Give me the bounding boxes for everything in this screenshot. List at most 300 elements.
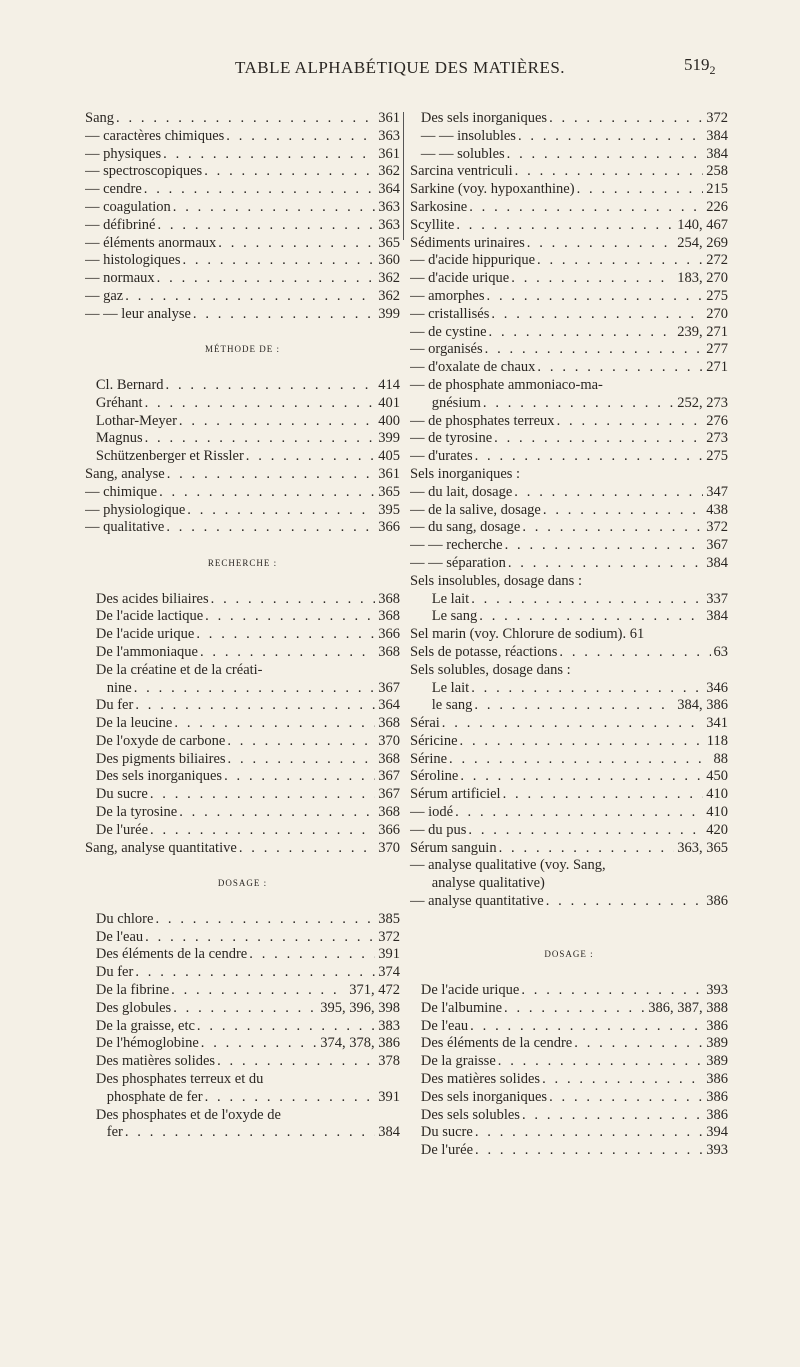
dot-leader [453,804,703,822]
entry-page-ref: 272 [706,252,728,269]
entry-page-ref: 366 [378,519,400,536]
entry-term: — de la salive, dosage [410,501,541,518]
dot-leader [247,946,375,964]
dot-leader [454,217,674,235]
dot-leader [541,502,703,520]
entry-term: Lothar-Meyer [85,412,177,429]
entry-term: Sels de potasse, réactions [410,643,558,660]
dot-leader [458,768,703,786]
index-entry [410,591,728,609]
entry-page-ref: 368 [378,750,400,767]
dot-leader [557,644,710,662]
dot-leader [516,128,703,146]
entry-term: — d'acide urique [410,270,510,287]
dot-leader [224,128,375,146]
entry-term: Sang [85,110,114,126]
entry-page-ref: 372 [706,110,728,126]
dot-leader [447,751,710,769]
entry-page-ref: 88 [713,750,728,767]
entry-page-ref: 393 [706,982,728,999]
section-heading: MÉTHODE DE : [205,344,280,355]
entry-page-ref: 275 [706,287,728,304]
entry-page-ref: 386 [706,1106,728,1123]
dot-leader [164,377,376,395]
entry-page-ref: 364 [378,697,400,714]
entry-term: De l'urée [85,821,148,838]
entry-term: Des acides biliaires [85,590,209,607]
entry-term: — gaz [85,287,124,304]
index-entry [410,128,728,146]
entry-term: Des éléments de la cendre [410,1035,573,1052]
entry-term: — d'acide hippurique [410,252,536,269]
entry-term: De la leucine [85,715,173,732]
entry-term: Sarkine (voy. hypoxanthine) [410,181,575,198]
entry-page-ref: 273 [706,430,728,447]
index-entry [85,946,400,964]
dot-leader [512,484,703,502]
entry-term: — cristallisés [410,305,490,322]
entry-term: Sédiments urinaires [410,234,525,251]
entry-term: De l'acide urique [85,626,195,643]
dot-leader [155,217,375,235]
entry-term: — d'oxalate de chaux [410,359,536,376]
entry-term: — analyse quantitative [410,893,544,910]
index-entry [85,181,400,199]
index-entry [85,235,400,253]
index-entry [410,413,728,431]
dot-leader [143,430,376,448]
entry-page-ref: 372 [706,519,728,536]
dot-leader [114,110,375,128]
entry-page-ref: 384 [378,1124,400,1141]
entry-page-ref: 384 [706,145,728,162]
entry-term: — de cystine [410,323,487,340]
entry-page-ref: 254, 269 [677,234,728,251]
dot-leader [153,911,375,929]
dot-leader [440,715,703,733]
entry-page-ref: 410 [706,786,728,803]
dot-leader [487,324,675,342]
entry-term: Des sels inorganiques [85,768,223,785]
entry-page-ref: 450 [706,768,728,785]
entry-page-ref: 368 [378,643,400,660]
index-entry [85,822,400,840]
entry-term: De la graisse, etc [85,1017,195,1034]
index-entry [85,199,400,217]
index-entry [410,1124,728,1142]
page-number-value: 519 [684,55,710,74]
index-entry [410,448,728,466]
dot-leader [143,395,376,413]
entry-term: — caractères chimiques [85,127,225,144]
entry-term: — coagulation [85,198,171,215]
dot-leader [544,893,704,911]
index-entry [85,306,400,324]
dot-leader [132,680,376,698]
index-entry [85,1035,400,1053]
entry-term: phosphate de fer [85,1088,203,1105]
index-line: Sel marin (voy. Chlorure de sodium). 61 [410,626,645,643]
index-entry [85,128,400,146]
spacer [410,964,728,982]
index-entry [85,217,400,235]
dot-leader [164,519,375,537]
entry-term: — — solubles [410,145,505,162]
index-entry [85,733,400,751]
dot-leader [520,1107,703,1125]
entry-term: De l'eau [85,928,144,945]
entry-term: — histologiques [85,252,181,269]
index-entry [85,110,400,128]
index-entry [410,537,728,555]
dot-leader [222,768,375,786]
entry-term: De l'albumine [410,999,503,1016]
index-entry [410,288,728,306]
dot-leader [497,840,675,858]
page-header [0,55,800,88]
dot-leader [509,270,674,288]
index-entry [85,146,400,164]
index-entry [410,804,728,822]
entry-page-ref: 183, 270 [677,270,728,287]
index-entry [410,199,728,217]
entry-page-ref: 383 [378,1017,400,1034]
entry-page-ref: 399 [378,305,400,322]
index-entry [410,306,728,324]
entry-page-ref: 389 [706,1053,728,1070]
entry-term: — défibriné [85,216,156,233]
entry-term: — du sang, dosage [410,519,521,536]
entry-term: — qualitative [85,519,165,536]
entry-term: Sérai [410,715,440,732]
index-entry [85,1089,400,1107]
dot-leader [502,1000,645,1018]
index-line: Sels insolubles, dosage dans : [410,572,582,589]
dot-leader [535,252,703,270]
dot-leader [492,430,703,448]
entry-page-ref: 276 [706,412,728,429]
dot-leader [572,1035,703,1053]
dot-leader [535,359,703,377]
index-entry [410,1053,728,1071]
dot-leader [469,591,703,609]
dot-leader [148,822,375,840]
index-entry [85,840,400,858]
entry-term: Du sucre [85,786,148,803]
index-entry [410,235,728,253]
index-entry [85,466,400,484]
section-heading: RECHERCHE : [207,557,278,568]
index-entry [85,786,400,804]
dot-leader [123,1124,375,1142]
index-entry [85,430,400,448]
entry-term: Séricine [410,732,458,749]
entry-term: Du chlore [85,910,154,927]
dot-leader [520,519,703,537]
entry-term: — du pus [410,821,467,838]
index-entry [410,502,728,520]
entry-term: Sang, analyse [85,465,165,482]
entry-term: Le lait [410,679,470,696]
entry-term: Gréhant [85,394,143,411]
dot-leader [143,929,375,947]
dot-leader [195,1018,375,1036]
entry-term: Scyllite [410,216,455,233]
dot-leader [466,822,703,840]
dot-leader [496,1053,703,1071]
entry-page-ref: 365 [378,234,400,251]
index-entry [410,430,728,448]
dot-leader [203,1089,376,1107]
entry-term: Magnus [85,430,143,447]
entry-term: Des sels solubles [410,1106,520,1123]
entry-page-ref: 367 [706,537,728,554]
entry-page-ref: 370 [378,839,400,856]
entry-page-ref: 385 [378,910,400,927]
entry-page-ref: 374 [378,964,400,981]
index-line: Sels solubles, dosage dans : [410,661,571,678]
dot-leader [194,626,375,644]
entry-page-ref: 384 [706,127,728,144]
entry-page-ref: 362 [378,163,400,180]
entry-term: — spectroscopiques [85,163,203,180]
entry-term: — éléments anormaux [85,234,217,251]
entry-page-ref: 270 [706,305,728,322]
spacer [85,857,400,875]
index-line: Des phosphates et de l'oxyde de [85,1106,281,1123]
entry-term: nine [85,679,132,696]
index-entry [410,181,728,199]
dot-leader [191,306,375,324]
dot-leader [547,110,703,128]
entry-page-ref: 384 [706,608,728,625]
entry-term: gnésium [410,394,481,411]
index-entry [85,697,400,715]
index-entry [410,359,728,377]
index-entry [410,893,728,911]
dot-leader [237,840,375,858]
entry-term: Du fer [85,964,134,981]
entry-term: le sang [410,697,473,714]
index-entry [410,519,728,537]
index-entry [410,1018,728,1036]
entry-page-ref: 361 [378,110,400,126]
index-entry [85,715,400,733]
index-entry [85,768,400,786]
index-entry [410,217,728,235]
entry-term: Sérum sanguin [410,839,497,856]
entry-page-ref: 367 [378,679,400,696]
index-entry [85,751,400,769]
entry-term: Sarcina ventriculi [410,163,513,180]
entry-page-ref: 386 [706,893,728,910]
index-entry [410,484,728,502]
index-entry [85,911,400,929]
entry-page-ref: 400 [378,412,400,429]
index-entry [410,715,728,733]
index-entry [410,822,728,840]
entry-term: — cendre [85,181,142,198]
index-entry [410,1107,728,1125]
index-entry [410,680,728,698]
index-entry [410,644,728,662]
entry-page-ref: 367 [378,768,400,785]
entry-page-ref: 386 [706,1088,728,1105]
entry-page-ref: 368 [378,804,400,821]
entry-page-ref: 361 [378,145,400,162]
index-entry [85,519,400,537]
entry-term: Des globules [85,999,172,1016]
index-entry [410,252,728,270]
entry-term: Séroline [410,768,459,785]
entry-page-ref: 386, 387, 388 [648,999,728,1016]
page-number-fragment: 2 [709,63,716,77]
dot-leader [468,1018,703,1036]
entry-page-ref: 371, 472 [349,982,400,999]
index-entry [85,288,400,306]
dot-leader [575,181,704,199]
index-entry [85,413,400,431]
dot-leader [148,786,375,804]
entry-page-ref: 347 [706,483,728,500]
entry-page-ref: 346 [706,679,728,696]
index-line: Des phosphates terreux et du [85,1071,264,1088]
entry-term: — physiques [85,145,162,162]
index-entry [410,982,728,1000]
entry-term: Des pigments biliaires [85,750,226,767]
page-number [684,55,716,78]
dot-leader [226,751,376,769]
entry-term: Des matières solides [410,1071,541,1088]
dot-leader [477,608,703,626]
index-entry [410,341,728,359]
index-entry [85,804,400,822]
index-entry [410,324,728,342]
index-entry [410,555,728,573]
entry-page-ref: 271 [706,359,728,376]
entry-term: — — séparation [410,554,506,571]
entry-page-ref: 341 [706,715,728,732]
entry-page-ref: 215 [706,181,728,198]
entry-page-ref: 366 [378,821,400,838]
dot-leader [503,537,704,555]
entry-page-ref: 363 [378,127,400,144]
entry-page-ref: 368 [378,608,400,625]
dot-leader [483,341,704,359]
index-entry [85,448,400,466]
dot-leader [172,715,375,733]
entry-page-ref: 370 [378,732,400,749]
entry-page-ref: 368 [378,590,400,607]
entry-term: Des sels inorganiques [410,110,548,126]
index-entry [85,252,400,270]
dot-leader [506,555,703,573]
spacer [85,893,400,911]
dot-leader [469,680,703,698]
dot-leader [547,1089,703,1107]
entry-term: — amorphes [410,287,485,304]
entry-term: Cl. Bernard [85,376,164,393]
entry-page-ref: 362 [378,287,400,304]
dot-leader [473,1124,703,1142]
running-title: TABLE ALPHABÉTIQUE DES MATIÈRES. [234,58,566,77]
entry-page-ref: 394 [706,1124,728,1141]
entry-term: De la graisse [410,1053,496,1070]
entry-term: Du fer [85,697,134,714]
index-entry [85,982,400,1000]
index-entry [410,1142,728,1160]
entry-page-ref: 405 [378,448,400,465]
entry-page-ref: 414 [378,376,400,393]
entry-term: Du sucre [410,1124,473,1141]
entry-term: De l'oxyde de carbone [85,732,226,749]
entry-page-ref: 252, 273 [677,394,728,411]
entry-term: Sarkosine [410,198,468,215]
entry-page-ref: 399 [378,430,400,447]
section-heading: DOSAGE : [217,878,268,889]
entry-term: Des éléments de la cendre [85,946,248,963]
index-entry [410,270,728,288]
entry-page-ref: 368 [378,715,400,732]
entry-page-ref: 118 [706,732,728,749]
dot-leader [123,288,375,306]
index-entry [85,591,400,609]
index-entry [85,608,400,626]
dot-leader [185,502,375,520]
entry-term: fer [85,1124,123,1141]
entry-page-ref: 438 [706,501,728,518]
entry-term: — — insolubles [410,127,516,144]
entry-term: De l'urée [410,1142,473,1159]
index-entry [410,163,728,181]
entry-page-ref: 386 [706,1017,728,1034]
entry-page-ref: 63 [713,643,728,660]
index-entry [410,786,728,804]
entry-page-ref: 367 [378,786,400,803]
dot-leader [501,786,704,804]
entry-term: — de tyrosine [410,430,493,447]
entry-term: — d'urates [410,448,473,465]
index-line: — analyse qualitative (voy. Sang, [410,857,606,874]
entry-page-ref: 386 [706,1071,728,1088]
dot-leader [199,1035,317,1053]
entry-term: — organisés [410,341,483,358]
dot-leader [215,1053,375,1071]
entry-term: De l'acide lactique [85,608,204,625]
dot-leader [155,270,376,288]
dot-leader [157,484,375,502]
dot-leader [473,448,704,466]
index-line: Sels inorganiques : [410,465,521,482]
dot-leader [540,1071,703,1089]
index-entry [85,1000,400,1018]
dot-leader [505,146,704,164]
index-entry [85,626,400,644]
dot-leader [525,235,674,253]
index-entry [410,697,728,715]
index-entry [410,733,728,751]
index-entry [85,1124,400,1142]
entry-term: De l'ammoniaque [85,643,198,660]
index-entry [410,146,728,164]
entry-term: Le sang [410,608,478,625]
dot-leader [180,252,375,270]
entry-page-ref: 410 [706,804,728,821]
entry-term: De l'eau [410,1017,469,1034]
entry-page-ref: 420 [706,821,728,838]
entry-term: — iodé [410,804,454,821]
dot-leader [165,466,376,484]
